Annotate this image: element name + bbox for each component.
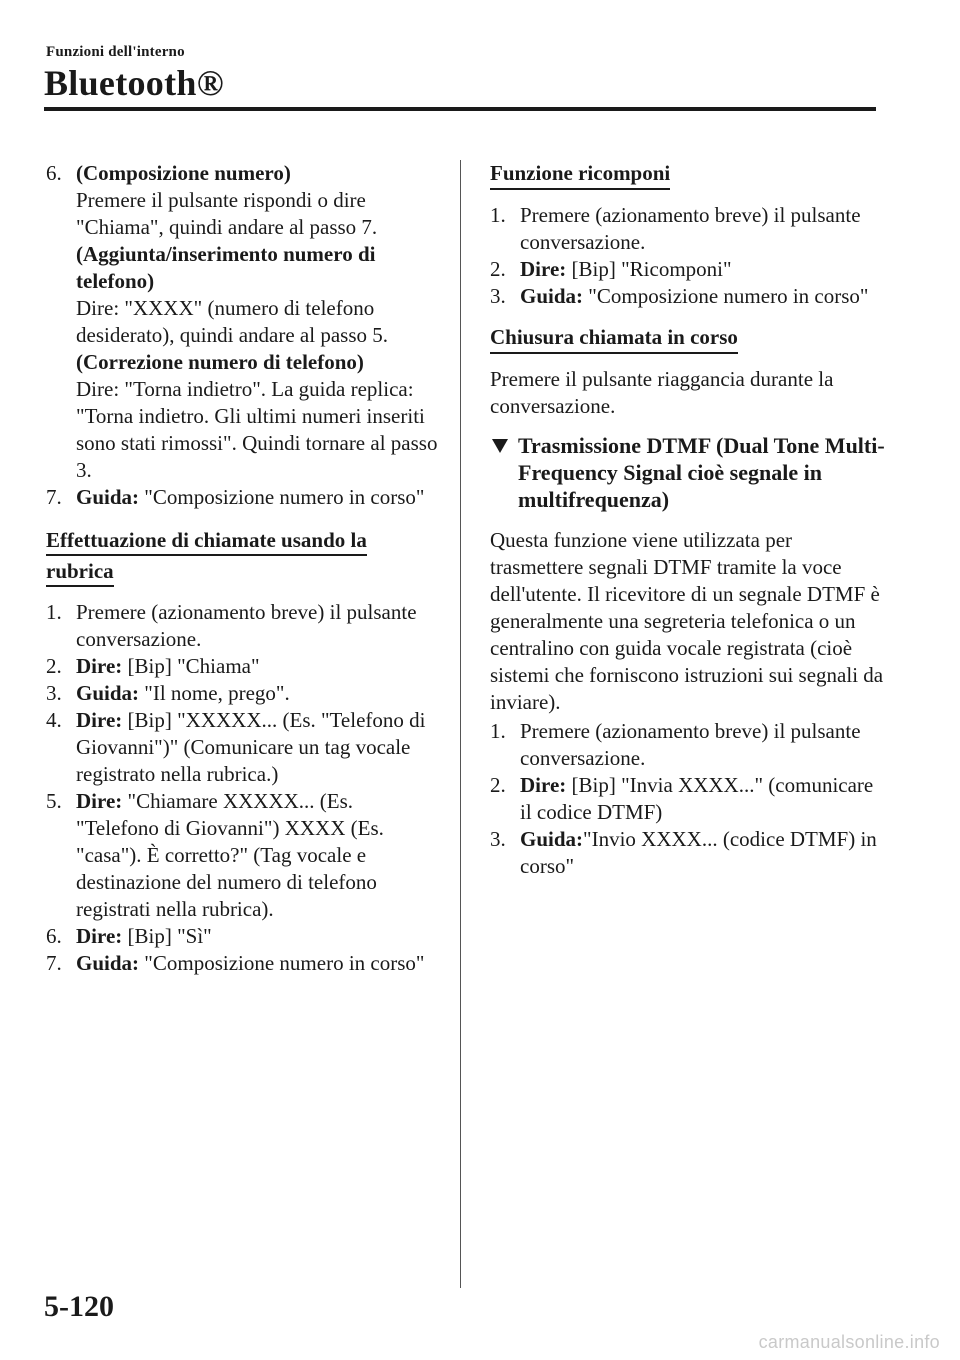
step-label: Dire: [520,257,567,281]
step-text: Dire: "XXXX" (numero di telefono desiderato), quindi andare al passo 5. [76,296,388,347]
step-text [76,950,438,977]
step-label: Dire: [76,924,123,948]
step-number: 3. [490,827,506,851]
triangle-bullet-icon [492,439,508,453]
step-text [520,283,890,310]
step-body: "Il nome, prego". [139,681,290,705]
step-label: Guida: [520,827,584,851]
step-label: Guida: [76,951,140,975]
step-body: Premere (azionamento breve) il pulsante conversazione. [520,719,861,770]
step-label: Dire: [520,773,567,797]
step-text [76,599,438,653]
step-number: 1. [490,719,506,743]
dtmf-text: Questa funzione viene utilizzata per trasmettere segnali DTMF tramite la voce dell'utente. Il ricevitore di un segnale DTMF è generalmente una segreteria telefonica o un centralino con guida vocale registrata (cioè sistemi che forniscono istruzioni sui segnali da inviare). [490,528,884,714]
dtmf-heading [490,432,890,513]
step-text: Premere il pulsante rispondi o dire "Chiama", quindi andare al passo 7. [76,188,378,239]
list-item [46,923,438,950]
column-divider [460,160,461,1288]
step-number: 2. [490,257,506,281]
step-number: 3. [490,284,506,308]
list-item [46,680,438,707]
list-item [490,772,890,826]
rubrica-heading: Effettuazione di chiamate usando la rubrica [46,528,367,587]
step-label: Guida: [76,681,140,705]
chapter-title: Bluetooth® [44,63,224,103]
step-number: 4. [46,708,62,732]
step-number: 2. [46,654,62,678]
step-text [520,826,890,880]
list-item [46,788,438,923]
step-text: Dire: "Torna indietro". La guida replica: "Torna indietro. Gli ultimi numeri inseriti sono stati rimossi". Quindi tornare al passo 3. [76,377,438,482]
step-body: [Bip] "Invia XXXX..." (comunicare il codice DTMF) [520,773,874,824]
step-text [520,256,890,283]
step-text [520,772,890,826]
dtmf-heading-text: Trasmissione DTMF (Dual Tone Multi-Frequency Signal cioè segnale in multifrequenza) [518,433,885,512]
step-body: [Bip] "Sì" [122,924,212,948]
step-body: [Bip] "Chiama" [122,654,260,678]
list-item [46,599,438,653]
list-item [46,653,438,680]
step-number: 5. [46,789,62,813]
rubrica-steps [46,599,438,977]
left-column [46,160,438,977]
step-body: "Composizione numero in corso" [139,951,425,975]
rubrica-heading-block [46,525,438,587]
step-number: 6. [46,924,62,948]
watermark: carmanualsonline.info [758,1332,940,1352]
step-number: 6. [46,161,62,185]
list-item [490,202,890,256]
step-label: Dire: [76,708,123,732]
step-number: 3. [46,681,62,705]
header-rule [44,107,876,111]
list-item [46,950,438,977]
step-label: Guida: [76,485,140,509]
chiusura-heading-block [490,324,890,354]
section-label: Funzioni dell'interno [46,44,185,60]
step-body: Premere (azionamento breve) il pulsante conversazione. [76,600,417,651]
step-body: [Bip] "XXXXX... (Es. "Telefono di Giovanni")" (Comunicare un tag vocale registrato nella rubrica.) [76,708,426,786]
dtmf-steps [490,718,890,880]
step-body: "Chiamare XXXXX... (Es. "Telefono di Giovanni") XXXX (Es. "casa"). È corretto?" (Tag vocale e destinazione del numero di telefono registrati nella rubrica). [76,789,384,921]
step-body: "Invio XXXX... (codice DTMF) in corso" [520,827,877,878]
step-text [76,923,438,950]
step-body: "Composizione numero in corso" [139,485,425,509]
step-text [76,788,438,923]
step-6 [46,160,438,484]
step-subheading: (Composizione numero) [76,161,291,185]
step-7 [46,484,438,511]
page-number: 5-120 [44,1290,114,1323]
step-number: 1. [46,600,62,624]
step-subheading: (Correzione numero di telefono) [76,350,364,374]
ricomponi-heading: Funzione ricomponi [490,160,670,190]
ricomponi-heading-block [490,160,890,190]
list-item [490,718,890,772]
ricomponi-steps [490,202,890,310]
step-text [76,653,438,680]
chiusura-text: Premere il pulsante riaggancia durante la conversazione. [490,367,834,418]
step-label: Dire: [76,654,123,678]
list-item [490,283,890,310]
list-item [46,707,438,788]
step-text [76,707,438,788]
chiusura-heading: Chiusura chiamata in corso [490,324,738,354]
list-item [490,826,890,880]
step-number: 7. [46,485,62,509]
step-body: Premere (azionamento breve) il pulsante conversazione. [520,203,861,254]
step-text [76,680,438,707]
step-label: Guida: [520,284,584,308]
step-text [76,484,438,511]
list-item [490,256,890,283]
step-text [520,718,890,772]
step-body: [Bip] "Ricomponi" [566,257,732,281]
step-text [520,202,890,256]
step-label: Dire: [76,789,123,813]
step-number: 1. [490,203,506,227]
step-body: "Composizione numero in corso" [583,284,869,308]
step-number: 2. [490,773,506,797]
step-number: 7. [46,951,62,975]
right-column [490,160,890,880]
step-subheading: (Aggiunta/inserimento numero di telefono) [76,242,376,293]
